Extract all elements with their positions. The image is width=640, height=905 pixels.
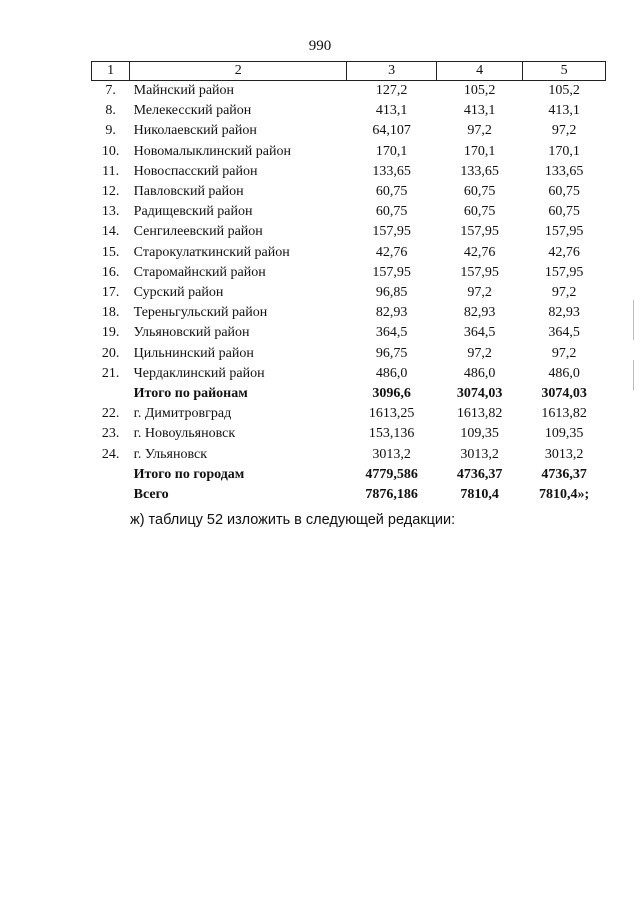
- scan-edge-mark: [633, 360, 634, 390]
- table-header-row: [92, 62, 606, 81]
- row-number: [92, 465, 130, 485]
- table-row: [92, 81, 606, 102]
- row-value-col4: 4736,37: [456, 466, 503, 482]
- table-row: [92, 485, 606, 505]
- row-value-col3: 364,5: [375, 325, 408, 341]
- row-value-col3: 3013,2: [372, 446, 411, 462]
- row-value-col4: 60,75: [463, 184, 496, 200]
- row-value-col3: 170,1: [375, 143, 408, 159]
- row-value-col5: 4736,37: [541, 466, 587, 482]
- header-col-2: 2: [130, 62, 347, 81]
- row-number: 17.: [101, 285, 120, 301]
- row-name: Ульяновский район: [133, 325, 250, 341]
- row-value-col3: 60,75: [375, 204, 408, 220]
- row-number: 8.: [105, 103, 116, 119]
- row-number: 9.: [105, 123, 116, 139]
- row-name: Итого по городам: [133, 466, 245, 482]
- header-col-1: 1: [92, 62, 130, 81]
- page-number: 990: [308, 38, 332, 54]
- row-value-col4: 7810,4: [460, 487, 499, 503]
- row-name: Павловский район: [133, 184, 244, 200]
- row-name: Цильнинский район: [133, 345, 254, 361]
- table-row: [92, 162, 606, 182]
- row-value-col3: 1613,25: [368, 406, 415, 422]
- table-body: [92, 81, 606, 506]
- table-row: [92, 243, 606, 263]
- row-number: 21.: [101, 365, 120, 381]
- row-number: [92, 384, 130, 404]
- row-value-col4: 157,95: [460, 264, 499, 280]
- row-value-col3: 3096,6: [372, 386, 411, 402]
- row-value-col5: 413,1: [548, 103, 580, 119]
- row-number: 11.: [102, 163, 120, 179]
- row-name: Николаевский район: [133, 123, 257, 139]
- row-value-col4: 413,1: [463, 103, 496, 119]
- row-value-col4: 1613,82: [456, 406, 503, 422]
- table-row: [92, 404, 606, 424]
- table-row: [92, 303, 606, 323]
- row-value-col4: 97,2: [467, 123, 492, 139]
- row-value-col3: 486,0: [375, 365, 408, 381]
- row-number: 13.: [101, 204, 120, 220]
- row-value-col4: 3074,03: [456, 386, 503, 402]
- row-number: 15.: [101, 244, 120, 260]
- row-value-col5: 82,93: [548, 305, 580, 321]
- row-number: 24.: [101, 446, 120, 462]
- row-value-col3: 157,95: [372, 264, 411, 280]
- table-row: [92, 101, 606, 121]
- row-value-col5: 3074,03: [541, 386, 587, 402]
- row-value-col4: 60,75: [463, 204, 496, 220]
- scan-edge-mark: [633, 300, 634, 340]
- row-number: [92, 485, 130, 505]
- row-name: г. Новоульяновск: [133, 426, 236, 442]
- row-value-col5: 60,75: [548, 204, 580, 220]
- row-name: Сенгилеевский район: [133, 224, 263, 240]
- table-row: [92, 344, 606, 364]
- row-number: 10.: [101, 143, 120, 159]
- table-row: [92, 323, 606, 343]
- row-value-col5: 170,1: [548, 143, 580, 159]
- header-col-4: 4: [436, 62, 522, 81]
- row-name: Чердаклинский район: [133, 365, 265, 381]
- row-value-col3: 153,136: [368, 426, 415, 442]
- row-value-col4: 3013,2: [460, 446, 499, 462]
- row-number: 23.: [101, 426, 120, 442]
- table-row: [92, 263, 606, 283]
- row-name: г. Ульяновск: [133, 446, 208, 462]
- row-value-col4: 364,5: [463, 325, 496, 341]
- row-value-col4: 42,76: [463, 244, 496, 260]
- row-name: Радищевский район: [133, 204, 253, 220]
- row-value-col3: 127,2: [375, 83, 408, 98]
- row-value-col5: 105,2: [548, 83, 580, 98]
- table-row: [92, 142, 606, 162]
- row-name: Старомайнский район: [133, 264, 266, 280]
- row-name: Майнский район: [133, 83, 235, 98]
- table-row: [92, 384, 606, 404]
- row-number: 7.: [105, 83, 116, 98]
- table-row: [92, 364, 606, 384]
- row-value-col3: 7876,186: [365, 487, 418, 503]
- row-value-col5: 157,95: [544, 224, 584, 240]
- table-row: [92, 202, 606, 222]
- row-value-col4: 170,1: [463, 143, 496, 159]
- row-name: Новоспасский район: [133, 163, 258, 179]
- data-table: [91, 61, 606, 505]
- row-value-col3: 64,107: [372, 123, 411, 139]
- footer-instruction: ж) таблицу 52 изложить в следующей редакции:: [130, 512, 456, 528]
- row-value-col3: 60,75: [375, 184, 408, 200]
- row-value-col5: 157,95: [544, 264, 584, 280]
- row-number: 19.: [101, 325, 120, 341]
- header-col-5: 5: [523, 62, 606, 81]
- row-number: 12.: [101, 184, 120, 200]
- table-row: [92, 222, 606, 242]
- row-value-col5: 7810,4»;: [539, 487, 590, 503]
- row-value-col4: 97,2: [467, 345, 492, 361]
- row-value-col3: 82,93: [375, 305, 408, 321]
- row-value-col3: 96,85: [375, 285, 408, 301]
- row-value-col5: 1613,82: [541, 406, 587, 422]
- row-name: Итого по районам: [133, 386, 248, 402]
- row-name: Старокулаткинский район: [133, 244, 290, 260]
- row-value-col3: 157,95: [372, 224, 411, 240]
- table-row: [92, 445, 606, 465]
- row-value-col3: 42,76: [375, 244, 408, 260]
- header-col-3: 3: [347, 62, 437, 81]
- row-value-col4: 157,95: [460, 224, 499, 240]
- row-value-col4: 133,65: [460, 163, 499, 179]
- row-value-col3: 413,1: [375, 103, 408, 119]
- row-name: Всего: [133, 487, 169, 503]
- row-value-col3: 4779,586: [365, 466, 418, 482]
- row-number: 18.: [101, 305, 120, 321]
- row-value-col5: 486,0: [548, 365, 580, 381]
- row-value-col4: 82,93: [463, 305, 496, 321]
- table-row: [92, 283, 606, 303]
- row-value-col5: 60,75: [548, 184, 580, 200]
- row-number: 22.: [101, 406, 120, 422]
- table-row: [92, 465, 606, 485]
- row-value-col5: 364,5: [548, 325, 580, 341]
- row-value-col5: 42,76: [548, 244, 580, 260]
- row-name: Тереньгульский район: [133, 305, 268, 321]
- row-value-col3: 96,75: [375, 345, 408, 361]
- row-number: 20.: [101, 345, 120, 361]
- row-value-col5: 109,35: [544, 426, 584, 442]
- row-name: Сурский район: [133, 285, 224, 301]
- row-name: г. Димитровград: [133, 406, 232, 422]
- row-name: Мелекесский район: [133, 103, 252, 119]
- row-value-col4: 97,2: [467, 285, 492, 301]
- row-value-col4: 109,35: [460, 426, 499, 442]
- table-row: [92, 182, 606, 202]
- row-value-col5: 97,2: [551, 285, 577, 301]
- row-value-col5: 97,2: [551, 345, 577, 361]
- row-number: 16.: [101, 264, 120, 280]
- row-value-col5: 97,2: [551, 123, 577, 139]
- row-number: 14.: [101, 224, 120, 240]
- row-value-col3: 133,65: [372, 163, 411, 179]
- row-value-col4: 486,0: [463, 365, 496, 381]
- row-value-col5: 133,65: [544, 163, 584, 179]
- table-row: [92, 121, 606, 141]
- row-value-col5: 3013,2: [544, 446, 584, 462]
- row-value-col4: 105,2: [463, 83, 496, 98]
- row-name: Новомалыклинский район: [133, 143, 291, 159]
- table-row: [92, 424, 606, 444]
